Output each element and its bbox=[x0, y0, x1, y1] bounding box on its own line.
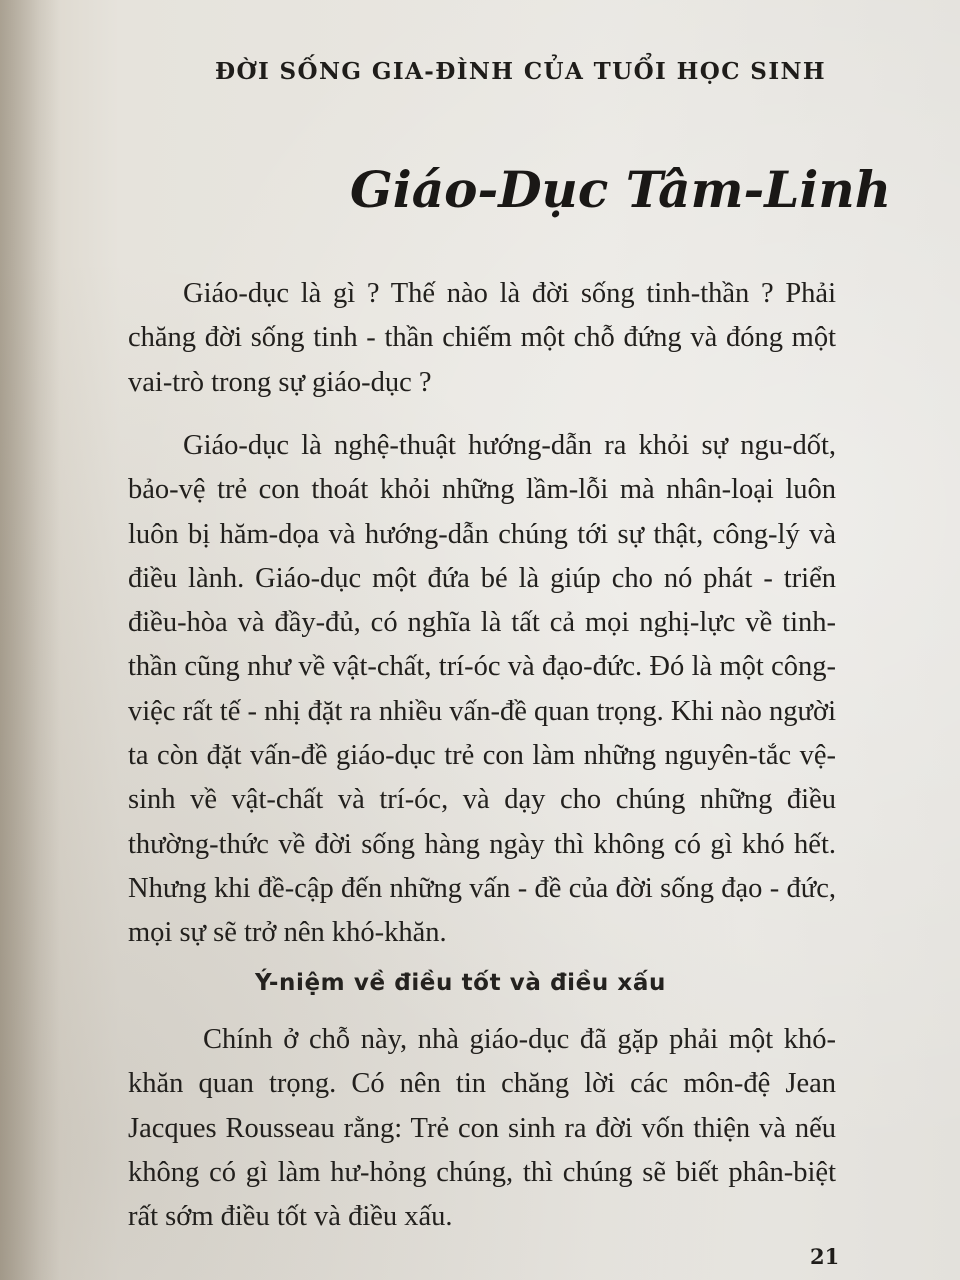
chapter-title: Giáo-Dục Tâm-Linh bbox=[350, 160, 892, 219]
binding-shadow bbox=[0, 0, 60, 1280]
running-head: ĐỜI SỐNG GIA-ĐÌNH CỦA TUỔI HỌC SINH bbox=[215, 58, 827, 85]
paragraph-2: Giáo-dục là nghệ-thuật hướng-dẫn ra khỏi sự ngu-dốt, bảo-vệ trẻ con thoát khỏi những lầm-lỗi mà nhân-loại luôn luôn bị hăm-dọa và hướng-dẫn chúng tới sự thật, công-lý và điều lành. Giáo-dục một đứa bé là giúp cho nó phát - triển điều-hòa và đầy-đủ, có nghĩa là tất cả mọi nghị-lực về tinh-thần cũng như về vật-chất, trí-óc và đạo-đức. Đó là một công-việc rất tế - nhị đặt ra nhiều vấn-đề quan trọng. Khi nào người ta còn đặt vấn-đề giáo-dục trẻ con làm những nguyên-tắc vệ-sinh về vật-chất và trí-óc, và dạy cho chúng những điều thường-thức về đời sống hàng ngày thì không có gì khó hết. Nhưng khi đề-cập đến những vấn - đề của đời sống đạo - đức, mọi sự sẽ trở nên khó-khăn. bbox=[128, 430, 836, 949]
paragraph-3: Chính ở chỗ này, nhà giáo-dục đã gặp phải một khó-khăn quan trọng. Có nên tin chăng lời các môn-đệ Jean Jacques Rousseau rằng: Trẻ con sinh ra đời vốn thiện và nếu không có gì làm hư-hỏng chúng, thì chúng sẽ biết phân-biệt rất sớm điều tốt và điều xấu. bbox=[128, 1024, 836, 1233]
page-number: 21 bbox=[810, 1244, 840, 1269]
section-heading: Ý-niệm về điều tốt và điều xấu bbox=[255, 970, 666, 996]
paragraph-1: Giáo-dục là gì ? Thế nào là đời sống tinh-thần ? Phải chăng đời sống tinh - thần chiếm một chỗ đứng và đóng một vai-trò trong sự giáo-dục ? bbox=[128, 278, 836, 398]
